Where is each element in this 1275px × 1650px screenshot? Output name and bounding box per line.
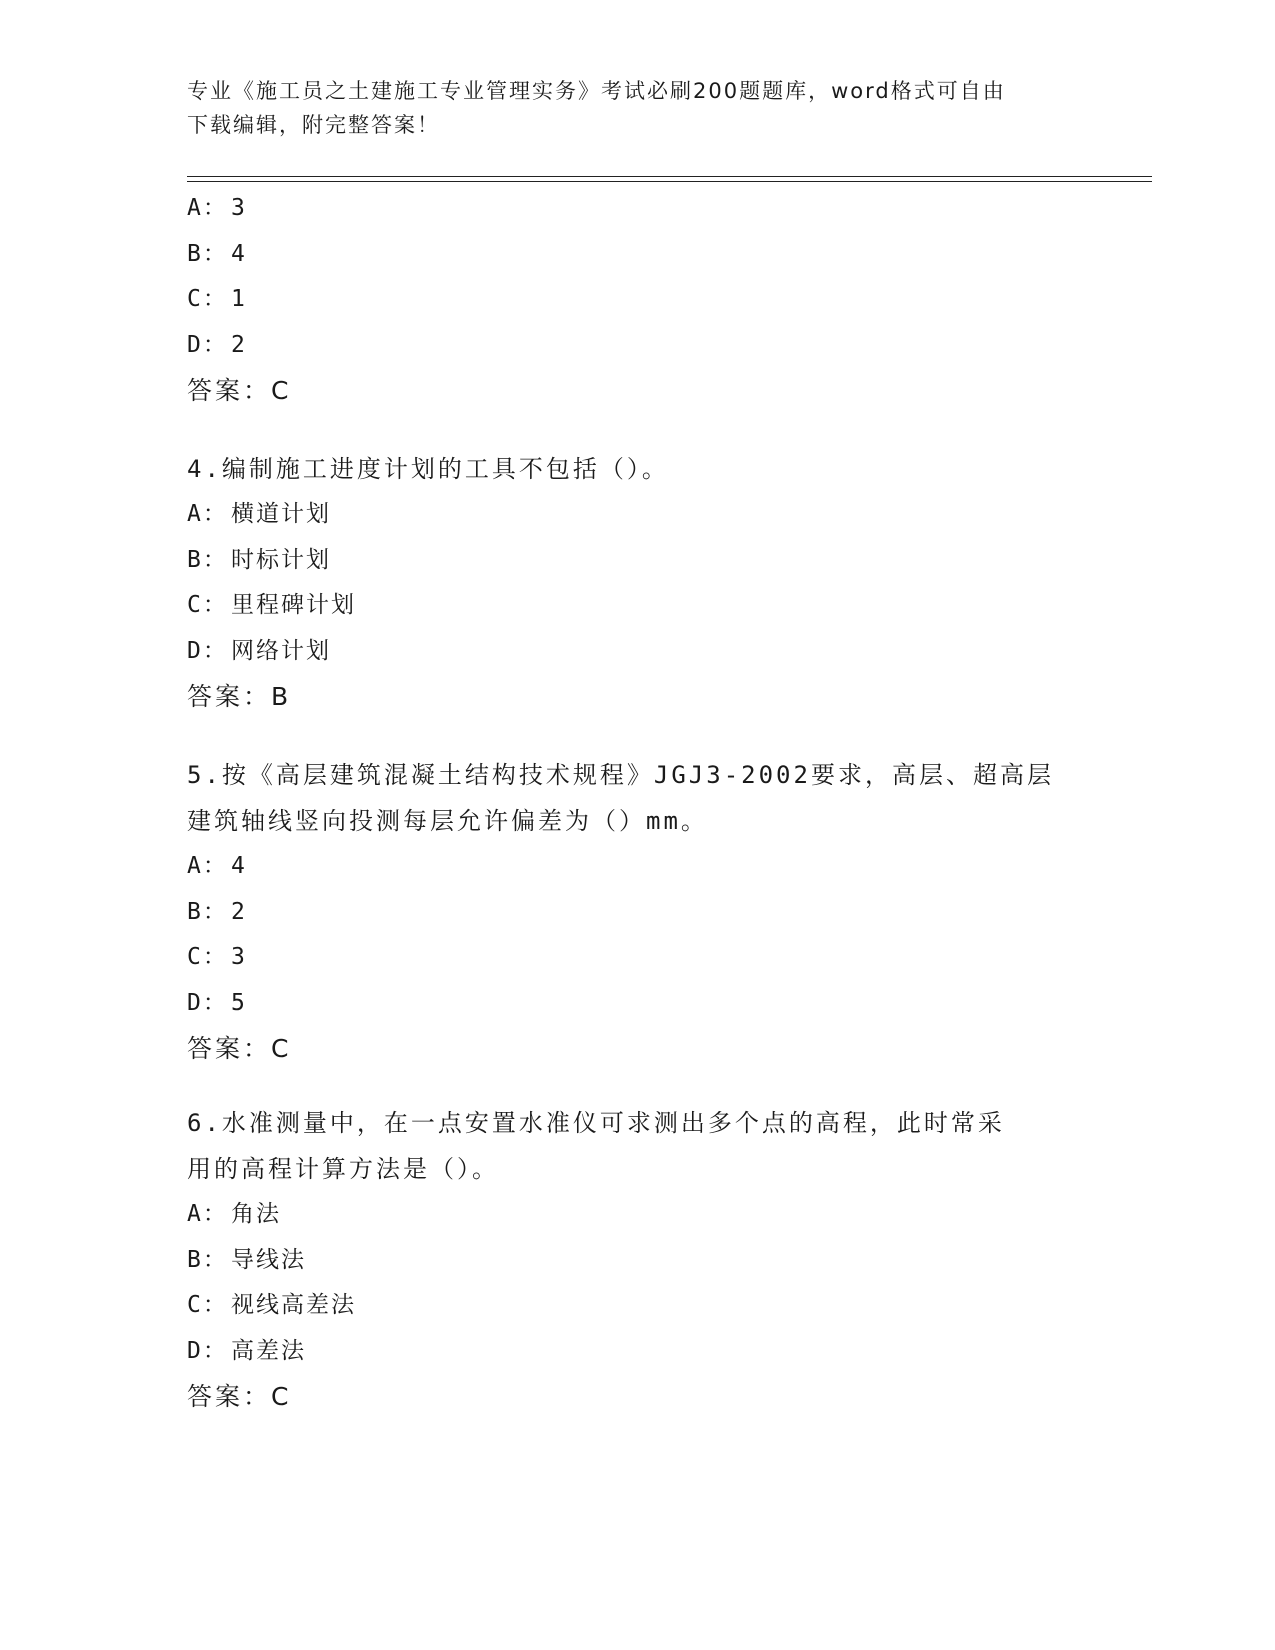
option-a xyxy=(187,186,1087,232)
option-text: 3 xyxy=(231,195,247,221)
option-text: 3 xyxy=(231,944,247,970)
option-text: 4 xyxy=(231,853,247,879)
option-label: D： xyxy=(187,331,228,358)
option-text: 高差法 xyxy=(231,1337,306,1364)
option-text: 导线法 xyxy=(231,1246,306,1273)
option-label: B： xyxy=(187,1246,228,1273)
option-text: 2 xyxy=(231,898,247,925)
option-c xyxy=(187,277,1087,323)
answer: 答案：C xyxy=(187,1382,292,1411)
option-label: B： xyxy=(187,546,228,573)
header-line-2: 下载编辑，附完整答案！ xyxy=(187,113,440,137)
answer: 答案：B xyxy=(187,682,292,711)
option-text: 角法 xyxy=(231,1201,281,1227)
option-label: D： xyxy=(187,1337,228,1364)
option-d xyxy=(187,981,1087,1027)
option-c xyxy=(187,583,1087,629)
option-label: C： xyxy=(187,592,228,618)
option-d xyxy=(187,323,1087,369)
question-stem-line-1: 6.水准测量中，在一点安置水准仪可求测出多个点的高程，此时常采 xyxy=(187,1109,1005,1137)
header-divider-bottom xyxy=(187,181,1152,182)
answer: 答案：C xyxy=(187,1034,292,1063)
option-label: C： xyxy=(187,944,228,970)
option-text: 横道计划 xyxy=(231,501,331,527)
question-4 xyxy=(187,446,1087,720)
option-d xyxy=(187,1329,1087,1375)
option-text: 5 xyxy=(231,989,247,1016)
option-label: B： xyxy=(187,898,228,925)
option-label: A： xyxy=(187,853,228,879)
option-d xyxy=(187,629,1087,675)
question-stem: 4.编制施工进度计划的工具不包括（）。 xyxy=(187,455,669,483)
option-c xyxy=(187,935,1087,981)
option-label: D： xyxy=(187,637,228,664)
option-b xyxy=(187,890,1087,936)
option-label: A： xyxy=(187,195,228,221)
question-stem-line-2: 用的高程计算方法是（）。 xyxy=(187,1155,499,1183)
option-a xyxy=(187,844,1087,890)
option-text: 2 xyxy=(231,331,247,358)
option-text: 网络计划 xyxy=(231,637,331,664)
header-line-1: 专业《施工员之土建施工专业管理实务》考试必刷200题题库，word格式可自由 xyxy=(187,79,1006,103)
option-text: 4 xyxy=(231,240,247,267)
document-header xyxy=(187,74,1067,142)
option-b xyxy=(187,1238,1087,1284)
option-b xyxy=(187,538,1087,584)
option-text: 视线高差法 xyxy=(231,1292,356,1318)
option-label: C： xyxy=(187,286,228,312)
question-3 xyxy=(187,186,1087,414)
question-stem-line-2: 建筑轴线竖向投测每层允许偏差为（）mm。 xyxy=(187,807,708,835)
option-c xyxy=(187,1283,1087,1329)
option-b xyxy=(187,232,1087,278)
option-label: A： xyxy=(187,501,228,527)
option-a xyxy=(187,1192,1087,1238)
question-5 xyxy=(187,752,1087,1072)
option-text: 时标计划 xyxy=(231,546,331,573)
option-label: C： xyxy=(187,1292,228,1318)
question-6 xyxy=(187,1100,1087,1420)
option-label: A： xyxy=(187,1201,228,1227)
option-label: D： xyxy=(187,989,228,1016)
question-stem-line-1: 5.按《高层建筑混凝土结构技术规程》JGJ3-2002要求，高层、超高层 xyxy=(187,761,1054,789)
option-text: 1 xyxy=(231,286,247,312)
option-label: B： xyxy=(187,240,228,267)
header-divider-top xyxy=(187,176,1152,177)
option-text: 里程碑计划 xyxy=(231,592,356,618)
option-a xyxy=(187,492,1087,538)
answer: 答案：C xyxy=(187,376,292,405)
